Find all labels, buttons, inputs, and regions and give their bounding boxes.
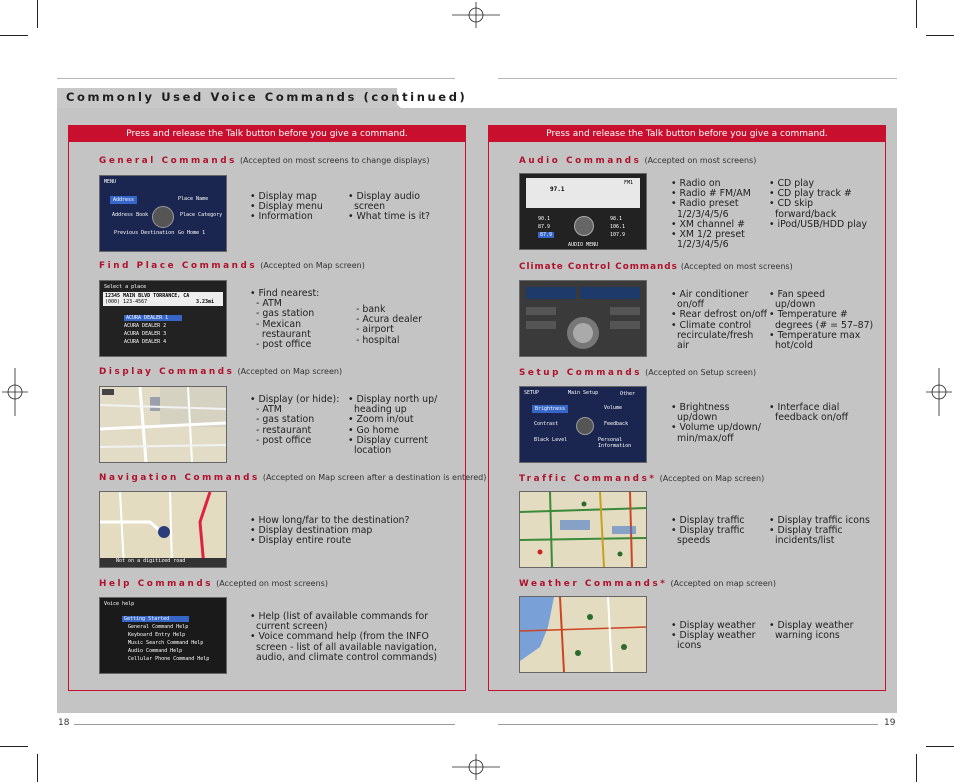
command-list-setup-col1	[671, 403, 761, 444]
command-item: incidents/list	[769, 535, 835, 547]
section-note: (Accepted on Map screen)	[237, 367, 343, 376]
command-item: • Display map	[250, 191, 317, 202]
command-item: • What time is it?	[348, 211, 431, 223]
command-item: • Interface dial	[769, 402, 840, 413]
command-item: • Display weather	[769, 620, 854, 631]
screen-item: Feedback	[604, 421, 629, 427]
command-item: on/off	[671, 299, 704, 311]
screen-voice-help	[99, 597, 227, 674]
section-note: (Accepted on Map screen after a destination is entered)	[262, 473, 487, 482]
command-item: • Temperature max	[769, 329, 861, 341]
command-item: • Radio preset	[671, 198, 739, 210]
command-item: • Display traffic	[769, 525, 843, 537]
section-title-find-place	[99, 261, 365, 271]
command-item: • Radio # FM/AM	[671, 188, 751, 200]
section-heading: Audio Commands	[519, 156, 642, 166]
command-list-audio-col1	[671, 179, 751, 250]
screen-radio-display	[526, 178, 640, 208]
map-image	[100, 492, 226, 567]
command-item: • Brightness	[671, 402, 730, 413]
screen-preset: 106.1	[610, 224, 626, 230]
command-item: • Zoom in/out	[348, 414, 414, 426]
screen-mode-label: Main Setup	[568, 390, 599, 396]
command-item: • Help (list of available commands for	[250, 611, 429, 622]
registration-mark-icon	[926, 368, 952, 416]
command-item: 1/2/3/4/5/6	[671, 239, 729, 251]
command-list-find-place-col1	[250, 289, 319, 350]
crop-mark	[916, 754, 917, 782]
screen-item: Volume	[604, 405, 623, 411]
section-title-help	[99, 579, 328, 589]
command-item: - gas station	[250, 308, 315, 320]
section-title-audio	[519, 156, 756, 166]
command-list-display-col2	[348, 395, 437, 456]
instruction-banner: Press and release the Talk button before you give a command.	[69, 126, 465, 142]
screen-header: Select a place	[104, 284, 147, 290]
command-item: • Climate control	[671, 319, 752, 331]
command-item: • Air conditioner	[671, 289, 749, 300]
command-item: • CD play track #	[769, 188, 852, 200]
screen-item: Previous Destination	[114, 230, 175, 236]
command-list-audio-col2	[769, 179, 867, 230]
registration-mark-icon	[452, 2, 500, 28]
section-heading: Navigation Commands	[99, 473, 260, 483]
screen-list-item: Cellular Phone Command Help	[128, 656, 210, 662]
section-heading: Setup Commands	[519, 368, 643, 378]
section-heading: General Commands	[99, 156, 237, 166]
command-item: • Information	[250, 211, 313, 223]
command-item: • CD play	[769, 178, 815, 189]
screen-address: 12345 MAIN BLVD TORRANCE, CA	[105, 293, 190, 299]
screen-find-place	[99, 280, 227, 357]
section-heading: Traffic Commands*	[519, 474, 657, 484]
command-item: speeds	[671, 535, 711, 547]
command-item: recirculate/fresh	[671, 329, 754, 341]
header-rule	[57, 78, 455, 79]
screen-tab-label: SETUP	[524, 390, 540, 396]
footer-rule	[498, 724, 878, 725]
command-item: audio, and climate control commands)	[250, 651, 437, 663]
command-item: • Volume up/down/	[671, 422, 761, 434]
screen-list-item: ACURA DEALER 2	[124, 323, 167, 329]
command-item: • Display audio	[348, 191, 421, 202]
screen-list-item: General Command Help	[128, 624, 189, 630]
command-item: • Display weather	[671, 620, 756, 631]
command-item: - bank	[356, 304, 386, 315]
command-item: • Display current	[348, 434, 428, 446]
screen-distance: 3.23mi	[196, 299, 215, 305]
map-image	[100, 387, 226, 462]
screen-dial	[152, 206, 174, 228]
section-heading: Find Place Commands	[99, 261, 258, 271]
command-item: heading up	[348, 404, 407, 416]
screen-item: Place Name	[178, 196, 209, 202]
section-heading: Weather Commands*	[519, 579, 668, 589]
command-list-climate-col1	[671, 290, 767, 351]
command-item: • XM 1/2 preset	[671, 229, 745, 241]
command-item: feedback on/off	[769, 412, 849, 424]
screen-other-label: Other	[620, 391, 636, 397]
registration-mark-icon	[452, 754, 500, 780]
screen-item: Place Category	[180, 212, 223, 218]
page-title: Commonly Used Voice Commands (continued)	[66, 90, 468, 104]
command-item: - Mexican	[250, 318, 302, 330]
command-list-traffic-col1	[671, 516, 745, 547]
screen-title: Voice help	[104, 601, 135, 607]
command-list-display-col1	[250, 395, 339, 446]
screen-dial	[574, 216, 594, 236]
screen-setup	[519, 386, 647, 463]
screen-status-bar: Not on a digitized road	[116, 558, 186, 564]
screen-radio-freq: 97.1	[550, 186, 565, 193]
screen-list-item: Keyboard Entry Help	[128, 632, 186, 638]
command-item: • Display traffic	[671, 515, 745, 526]
command-item: • Display destination map	[250, 525, 373, 537]
section-title-general	[99, 156, 429, 166]
section-note: (Accepted on most screens)	[680, 262, 793, 271]
command-item: up/down	[769, 299, 816, 311]
command-item: current screen)	[250, 621, 328, 633]
command-item: • Display traffic icons	[769, 515, 870, 526]
screen-traffic-map	[519, 491, 647, 568]
command-item: 1/2/3/4/5/6	[671, 208, 729, 220]
command-item: • Voice command help (from the INFO	[250, 631, 429, 643]
command-item: • CD skip	[769, 198, 814, 210]
command-list-weather-col1	[671, 621, 755, 652]
screen-list-item: Getting Started	[122, 616, 189, 622]
page-number-right: 19	[884, 718, 896, 728]
section-title-traffic	[519, 474, 764, 484]
command-item: • Display entire route	[250, 535, 352, 547]
page-number-left: 18	[58, 718, 70, 728]
climate-panel-image	[520, 281, 646, 356]
screen-weather-map	[519, 596, 647, 673]
screen-audio	[519, 173, 647, 250]
instruction-banner: Press and release the Talk button before you give a command.	[489, 126, 885, 142]
section-heading: Help Commands	[99, 579, 214, 589]
screen-item: Go Home 1	[178, 230, 206, 236]
screen-list-item: ACURA DEALER 4	[124, 339, 167, 345]
crop-mark	[916, 0, 917, 28]
screen-phone: (000) 123-4567	[105, 299, 148, 305]
command-list-help	[250, 612, 437, 663]
section-note: (Accepted on Map screen)	[260, 261, 365, 270]
command-list-traffic-col2	[769, 516, 870, 547]
command-item: air	[671, 340, 690, 352]
crop-mark	[926, 35, 954, 36]
command-item: • How long/far to the destination?	[250, 515, 410, 526]
screen-list-item: Music Search Command Help	[128, 640, 204, 646]
screen-item: Contrast	[534, 421, 559, 427]
command-item: • Display weather	[671, 630, 756, 642]
screen-item: Brightness	[532, 405, 568, 413]
command-item: - gas station	[250, 414, 315, 426]
command-item: • Fan speed	[769, 289, 826, 300]
screen-tab-label: MENU	[104, 179, 117, 185]
command-list-setup-col2	[769, 403, 848, 423]
crop-mark	[37, 0, 38, 28]
command-item: • Display (or hide):	[250, 394, 340, 405]
screen-item: Black Level	[534, 437, 568, 443]
command-item: - post office	[250, 434, 312, 446]
command-item: - hospital	[356, 334, 400, 346]
screen-list-item: Audio Command Help	[128, 648, 183, 654]
command-item: • Temperature #	[769, 309, 848, 321]
crop-mark	[926, 746, 954, 747]
screen-item: Personal Information	[598, 437, 632, 449]
screen-navigation-map	[99, 491, 227, 568]
command-item: • Find nearest:	[250, 288, 320, 299]
registration-mark-icon	[2, 368, 28, 416]
command-item: location	[348, 445, 392, 457]
crop-mark	[0, 35, 28, 36]
command-item: • Display traffic	[671, 525, 745, 537]
screen-preset: 87.9	[540, 232, 553, 238]
section-title-display	[99, 367, 342, 377]
command-item: warning icons	[769, 630, 840, 642]
section-heading: Climate Control Commands	[519, 262, 678, 272]
screen-preset: 107.9	[610, 232, 626, 238]
command-item: - ATM	[250, 404, 282, 416]
section-title-climate	[519, 262, 793, 272]
section-note: (Accepted on most screens to change displays)	[239, 156, 430, 165]
command-item: - restaurant	[250, 424, 312, 436]
section-note: (Accepted on most screens)	[644, 156, 757, 165]
command-item: • Rear defrost on/off	[671, 309, 767, 321]
screen-radio-band: FM1	[624, 180, 634, 186]
screen-item: Address	[110, 196, 137, 204]
command-item: min/max/off	[671, 432, 734, 444]
command-item: up/down	[671, 412, 718, 424]
section-note: (Accepted on map screen)	[670, 579, 776, 588]
command-list-navigation	[250, 516, 409, 547]
command-list-weather-col2	[769, 621, 853, 641]
command-item: screen - list of all available navigation,	[250, 641, 437, 653]
section-note: (Accepted on Setup screen)	[645, 368, 757, 377]
section-note: (Accepted on most screens)	[216, 579, 328, 588]
screen-preset: 90.1	[538, 216, 551, 222]
section-heading: Display Commands	[99, 367, 235, 377]
screen-preset: 87.9	[538, 224, 551, 230]
footer-rule	[74, 724, 455, 725]
command-item: icons	[671, 640, 702, 652]
command-item: • iPod/USB/HDD play	[769, 218, 867, 230]
screen-general-menu	[99, 175, 227, 252]
screen-display-map	[99, 386, 227, 463]
command-item: degrees (# = 57–87)	[769, 319, 874, 331]
crop-mark	[37, 754, 38, 782]
map-image	[520, 492, 646, 567]
section-note: (Accepted on Map screen)	[659, 474, 765, 483]
command-item: • Radio on	[671, 178, 721, 189]
command-item: restaurant	[250, 328, 311, 340]
screen-list-item: ACURA DEALER 3	[124, 331, 167, 337]
command-item: - ATM	[250, 298, 282, 310]
screen-footer: AUDIO MENU	[568, 242, 599, 248]
command-item: • Display menu	[250, 201, 323, 213]
command-item: • Display north up/	[348, 394, 438, 405]
command-list-climate-col2	[769, 290, 873, 351]
command-list-find-place-col2	[356, 305, 422, 346]
crop-mark	[0, 746, 28, 747]
section-title-weather	[519, 579, 776, 589]
screen-list-item: ACURA DEALER 1	[124, 315, 182, 321]
screen-preset: 98.1	[610, 216, 623, 222]
section-title-navigation	[99, 473, 486, 483]
command-item: forward/back	[769, 208, 837, 220]
command-item: • XM channel #	[671, 218, 745, 230]
command-item: - post office	[250, 339, 312, 351]
header-rule	[498, 78, 897, 79]
screen-item: Address Book	[112, 212, 149, 218]
command-item: screen	[348, 201, 386, 213]
command-list-general-col2	[348, 192, 430, 223]
command-item: - Acura dealer	[356, 314, 422, 326]
command-item: • Go home	[348, 424, 400, 436]
screen-dial	[576, 417, 594, 435]
command-item: - airport	[356, 324, 394, 336]
screen-climate-panel	[519, 280, 647, 357]
command-list-general-col1	[250, 192, 323, 223]
map-image	[520, 597, 646, 672]
section-title-setup	[519, 368, 756, 378]
command-item: hot/cold	[769, 340, 813, 352]
